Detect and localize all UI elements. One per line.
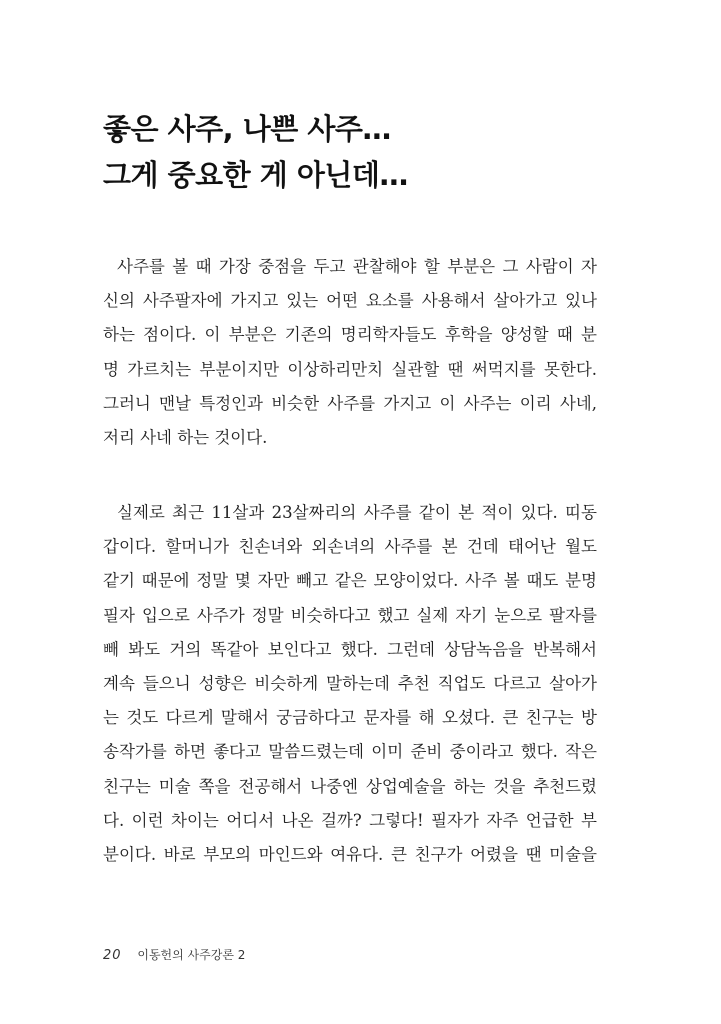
text-line: 필자 입으로 사주가 정말 비슷하다고 했고 실제 자기 눈으로 팔자를 xyxy=(103,605,597,625)
chapter-heading xyxy=(103,106,663,198)
text-line: 빼 봐도 거의 똑같아 보인다고 했다. 그런데 상담녹음을 반복해서 xyxy=(103,639,597,659)
text-line: 사주를 볼 때 가장 중점을 두고 관찰해야 할 부분은 그 사람이 자 xyxy=(117,257,597,276)
text-line: 갑이다. 할머니가 친손녀와 외손녀의 사주를 본 건데 태어난 월도 xyxy=(103,537,597,557)
text-line: 하는 점이다. 이 부분은 기존의 명리학자들도 후학을 양성할 때 분 xyxy=(103,325,597,345)
text-line: 신의 사주팔자에 가지고 있는 어떤 요소를 사용해서 살아가고 있나 xyxy=(103,291,597,311)
text-line: 는 것도 다르게 말해서 궁금하다고 문자를 해 오셨다. 큰 친구는 방 xyxy=(103,708,597,728)
text-line: 그러니 맨날 특정인과 비슷한 사주를 가지고 이 사주는 이리 사네, xyxy=(103,393,597,413)
text-line: 실제로 최근 11살과 23살짜리의 사주를 같이 본 적이 있다. 띠동 xyxy=(117,503,597,522)
text-line: 다. 이런 차이는 어디서 나온 걸까? 그렇다! 필자가 자주 언급한 부 xyxy=(103,810,597,830)
paragraph-2 xyxy=(103,496,597,872)
chapter-heading-line-1: 좋은 사주, 나쁜 사주… xyxy=(103,112,391,146)
text-line: 같기 때문에 정말 몇 자만 빼고 같은 모양이었다. 사주 볼 때도 분명 xyxy=(103,571,597,591)
running-title: 이동헌의 사주강론 2 xyxy=(137,948,246,962)
page-footer xyxy=(103,946,245,963)
text-line: 송작가를 하면 좋다고 말씀드렸는데 이미 준비 중이라고 했다. 작은 xyxy=(103,742,597,762)
text-line: 명 가르치는 부분이지만 이상하리만치 실관할 땐 써먹지를 못한다. xyxy=(103,359,597,379)
text-line: 계속 들으니 성향은 비슷하게 말하는데 추천 직업도 다르고 살아가 xyxy=(103,674,597,694)
text-line: 분이다. 바로 부모의 마인드와 여유다. 큰 친구가 어렸을 땐 미술을 xyxy=(103,845,597,865)
chapter-heading-line-2: 그게 중요한 게 아닌데… xyxy=(103,158,408,192)
page-number: 20 xyxy=(103,948,122,963)
text-line: 저리 사네 하는 것이다. xyxy=(103,428,268,448)
paragraph-1 xyxy=(103,250,597,455)
text-line: 친구는 미술 쪽을 전공해서 나중엔 상업예술을 하는 것을 추천드렸 xyxy=(103,776,597,796)
